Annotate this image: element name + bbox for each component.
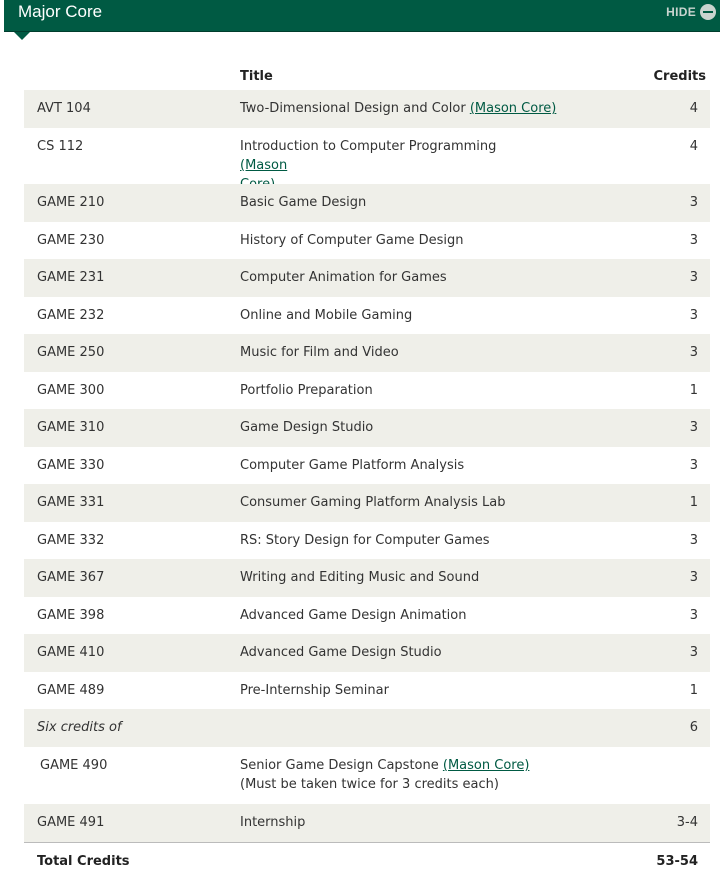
minus-circle-icon[interactable] xyxy=(700,4,716,20)
table-row xyxy=(24,259,710,297)
course-title-text: Introduction to Computer Programming xyxy=(240,139,497,154)
group-heading: Six credits of xyxy=(37,720,122,735)
course-credits: 3-4 xyxy=(676,815,698,830)
course-title: Writing and Editing Music and Sound xyxy=(240,570,480,585)
course-title xyxy=(240,756,540,794)
course-code: GAME 210 xyxy=(37,195,105,210)
course-code: CS 112 xyxy=(37,139,84,154)
course-title: Portfolio Preparation xyxy=(240,383,373,398)
table-row xyxy=(24,372,710,409)
course-title: Advanced Game Design Animation xyxy=(240,608,467,623)
hide-label[interactable]: HIDE xyxy=(666,5,696,19)
course-code: GAME 231 xyxy=(37,270,105,285)
course-credits: 4 xyxy=(689,101,698,116)
course-title: Pre-Internship Seminar xyxy=(240,683,389,698)
course-credits: 4 xyxy=(689,139,698,154)
table-row xyxy=(24,334,710,372)
course-code: GAME 491 xyxy=(37,815,105,830)
mason-core-link[interactable]: (Mason Core) xyxy=(442,758,530,773)
table-row xyxy=(24,222,710,259)
course-credits: 3 xyxy=(689,608,698,623)
course-title: Music for Film and Video xyxy=(240,345,399,360)
course-credits: 3 xyxy=(689,533,698,548)
course-credits: 3 xyxy=(689,195,698,210)
table-row xyxy=(24,634,710,672)
course-code: GAME 367 xyxy=(37,570,105,585)
table-row xyxy=(24,128,710,184)
course-credits: 1 xyxy=(689,683,698,698)
total-label: Total Credits xyxy=(37,854,130,869)
course-code: GAME 490 xyxy=(40,758,108,773)
table-row xyxy=(24,90,710,128)
course-title: Advanced Game Design Studio xyxy=(240,645,442,660)
course-title: Consumer Gaming Platform Analysis Lab xyxy=(240,495,506,510)
column-header-credits: Credits xyxy=(653,69,706,84)
header-pointer-decoration xyxy=(14,32,30,40)
course-title: Internship xyxy=(240,815,306,830)
course-code: GAME 332 xyxy=(37,533,105,548)
course-title: Online and Mobile Gaming xyxy=(240,308,413,323)
course-code: GAME 300 xyxy=(37,383,105,398)
table-row xyxy=(24,672,710,709)
mason-core-link[interactable]: (Mason Core) xyxy=(469,101,557,116)
table-row xyxy=(24,597,710,634)
table-row xyxy=(24,747,710,804)
course-credits: 3 xyxy=(689,233,698,248)
course-code: GAME 230 xyxy=(37,233,105,248)
table-row-group-heading xyxy=(24,709,710,747)
table-row xyxy=(24,484,710,522)
course-title: Computer Game Platform Analysis xyxy=(240,458,465,473)
table-row xyxy=(24,804,710,842)
group-credits: 6 xyxy=(689,720,698,735)
course-code: GAME 310 xyxy=(37,420,105,435)
course-title-text: Senior Game Design Capstone xyxy=(240,758,439,773)
course-credits: 3 xyxy=(689,308,698,323)
hide-toggle[interactable] xyxy=(666,3,716,21)
section-header xyxy=(4,0,720,32)
table-row xyxy=(24,559,710,597)
course-title xyxy=(240,99,560,118)
course-code: GAME 398 xyxy=(37,608,105,623)
table-row xyxy=(24,297,710,334)
total-row xyxy=(24,842,710,880)
course-title: History of Computer Game Design xyxy=(240,233,464,248)
course-table xyxy=(24,60,710,880)
course-code: GAME 489 xyxy=(37,683,105,698)
course-code: GAME 330 xyxy=(37,458,105,473)
course-code: GAME 410 xyxy=(37,645,105,660)
course-title: Basic Game Design xyxy=(240,195,367,210)
course-credits: 3 xyxy=(689,645,698,660)
course-credits: 3 xyxy=(689,270,698,285)
course-title-text: Two-Dimensional Design and Color xyxy=(240,101,466,116)
course-title: Game Design Studio xyxy=(240,420,374,435)
table-header xyxy=(24,60,710,90)
course-credits: 1 xyxy=(689,383,698,398)
course-credits: 3 xyxy=(689,345,698,360)
mason-core-link[interactable]: (Mason xyxy=(240,158,288,173)
course-credits: 3 xyxy=(689,420,698,435)
course-title: Computer Animation for Games xyxy=(240,270,447,285)
section-title: Major Core xyxy=(18,2,103,21)
table-row xyxy=(24,409,710,447)
course-code: GAME 250 xyxy=(37,345,105,360)
course-note: (Must be taken twice for 3 credits each) xyxy=(240,777,499,792)
column-header-title: Title xyxy=(240,69,273,84)
course-code: GAME 232 xyxy=(37,308,105,323)
total-credits: 53-54 xyxy=(656,854,698,869)
table-row xyxy=(24,522,710,559)
course-code: AVT 104 xyxy=(37,101,91,116)
course-credits: 3 xyxy=(689,570,698,585)
course-title: RS: Story Design for Computer Games xyxy=(240,533,490,548)
table-row xyxy=(24,447,710,484)
course-credits: 3 xyxy=(689,458,698,473)
table-row xyxy=(24,184,710,222)
course-code: GAME 331 xyxy=(37,495,105,510)
course-credits: 1 xyxy=(689,495,698,510)
